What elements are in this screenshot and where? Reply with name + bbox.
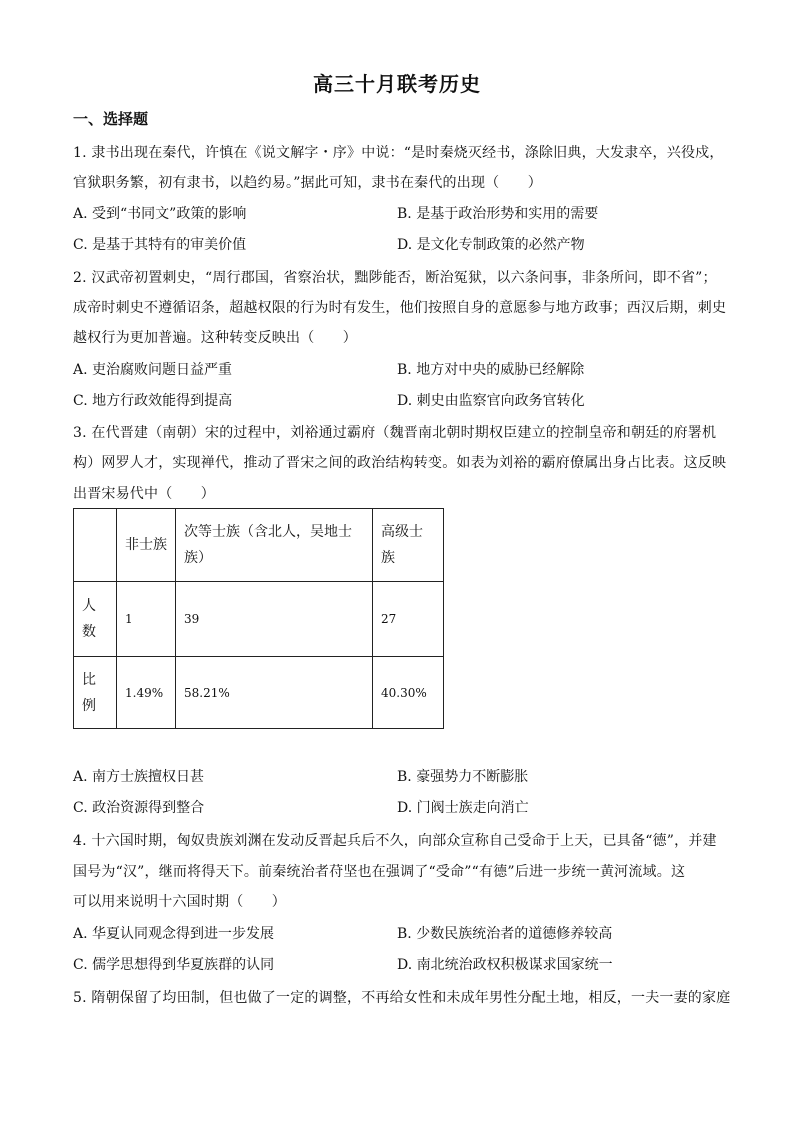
q2-option-b: B. 地方对中央的威胁已经解除 [397,362,585,378]
q2-option-d: D. 刺史由监察官向政务官转化 [397,393,585,409]
q3-line-3: 出晋宋易代中（ ） [73,486,215,502]
q2-option-a: A. 吏治腐败问题日益严重 [73,362,233,378]
q1-option-a: A. 受到“书同文”政策的影响 [73,206,247,222]
q2-line-1: 2. 汉武帝初置刺史，“周行郡国，省察治状，黜陟能否，断治冤狱，以六条问事，非条所问，即不省”； [73,270,717,286]
q4-option-b: B. 少数民族统治者的道德修养较高 [397,926,613,942]
table-cell: 1 [117,582,176,657]
table-cell: 39 [176,582,373,657]
table-row [74,582,444,657]
q2-option-c: C. 地方行政效能得到提高 [73,393,233,409]
table-row [74,657,444,729]
table-header-cell: 次等士族（含北人，吴地士族） [176,509,373,582]
section-heading: 一、选择题 [73,110,149,128]
q1-line-1: 1. 隶书出现在秦代，许慎在《说文解字・序》中说：“是时秦烧灭经书，涤除旧典，大发隶卒，兴役戍， [73,145,724,161]
table-header-cell: 非士族 [117,509,176,582]
q4-line-3: 可以用来说明十六国时期（ ） [73,894,286,910]
q4-option-d: D. 南北统治政权积极谋求国家统一 [397,957,613,973]
table-cell: 27 [373,582,444,657]
q3-option-d: D. 门阀士族走向消亡 [397,800,529,816]
q1-option-c: C. 是基于其特有的审美价值 [73,237,247,253]
q3-option-b: B. 豪强势力不断膨胀 [397,769,529,785]
q4-line-2: 国号为“汉”，继而将得天下。前秦统治者苻坚也在强调了“受命”“有德”后进一步统一黄河流域。这 [73,864,686,880]
q1-option-b: B. 是基于政治形势和实用的需要 [397,206,599,222]
officials-origin-table [73,508,444,729]
q4-line-1: 4. 十六国时期，匈奴贵族刘渊在发动反晋起兵后不久，向部众宣称自己受命于上天，已具备“德”，并建 [73,833,717,849]
q1-option-d: D. 是文化专制政策的必然产物 [397,237,585,253]
q4-option-a: A. 华夏认同观念得到进一步发展 [73,926,275,942]
table-header-cell [74,509,117,582]
table-cell: 1.49% [117,657,176,729]
q1-line-2: 官狱职务繁，初有隶书，以趋约易。”据此可知，隶书在秦代的出现（ ） [73,175,542,191]
table-header-cell: 高级士族 [373,509,444,582]
q2-line-3: 越权行为更加普遍。这种转变反映出（ ） [73,330,357,346]
q5-line-1: 5. 隋朝保留了均田制，但也做了一定的调整，不再给女性和未成年男性分配土地，相反，一夫一妻的家庭 [73,990,731,1006]
q3-option-a: A. 南方士族擅权日甚 [73,769,205,785]
table-row-label: 比例 [74,657,117,729]
page-title: 高三十月联考历史 [313,72,481,96]
q4-option-c: C. 儒学思想得到华夏族群的认同 [73,957,275,973]
q3-option-c: C. 政治资源得到整合 [73,800,205,816]
table-cell: 40.30% [373,657,444,729]
q3-line-2: 构）网罗人才，实现禅代，推动了晋宋之间的政治结构转变。如表为刘裕的霸府僚属出身占比表。这反映 [73,455,727,471]
table-cell: 58.21% [176,657,373,729]
q3-line-1: 3. 在代晋建（南朝）宋的过程中，刘裕通过霸府（魏晋南北朝时期权臣建立的控制皇帝和朝廷的府署机 [73,425,717,441]
table-row-label: 人数 [74,582,117,657]
q2-line-2: 成帝时刺史不遵循诏条，超越权限的行为时有发生，他们按照自身的意愿参与地方政事；西汉后期，刺史 [73,300,727,316]
table-header-row [74,509,444,582]
